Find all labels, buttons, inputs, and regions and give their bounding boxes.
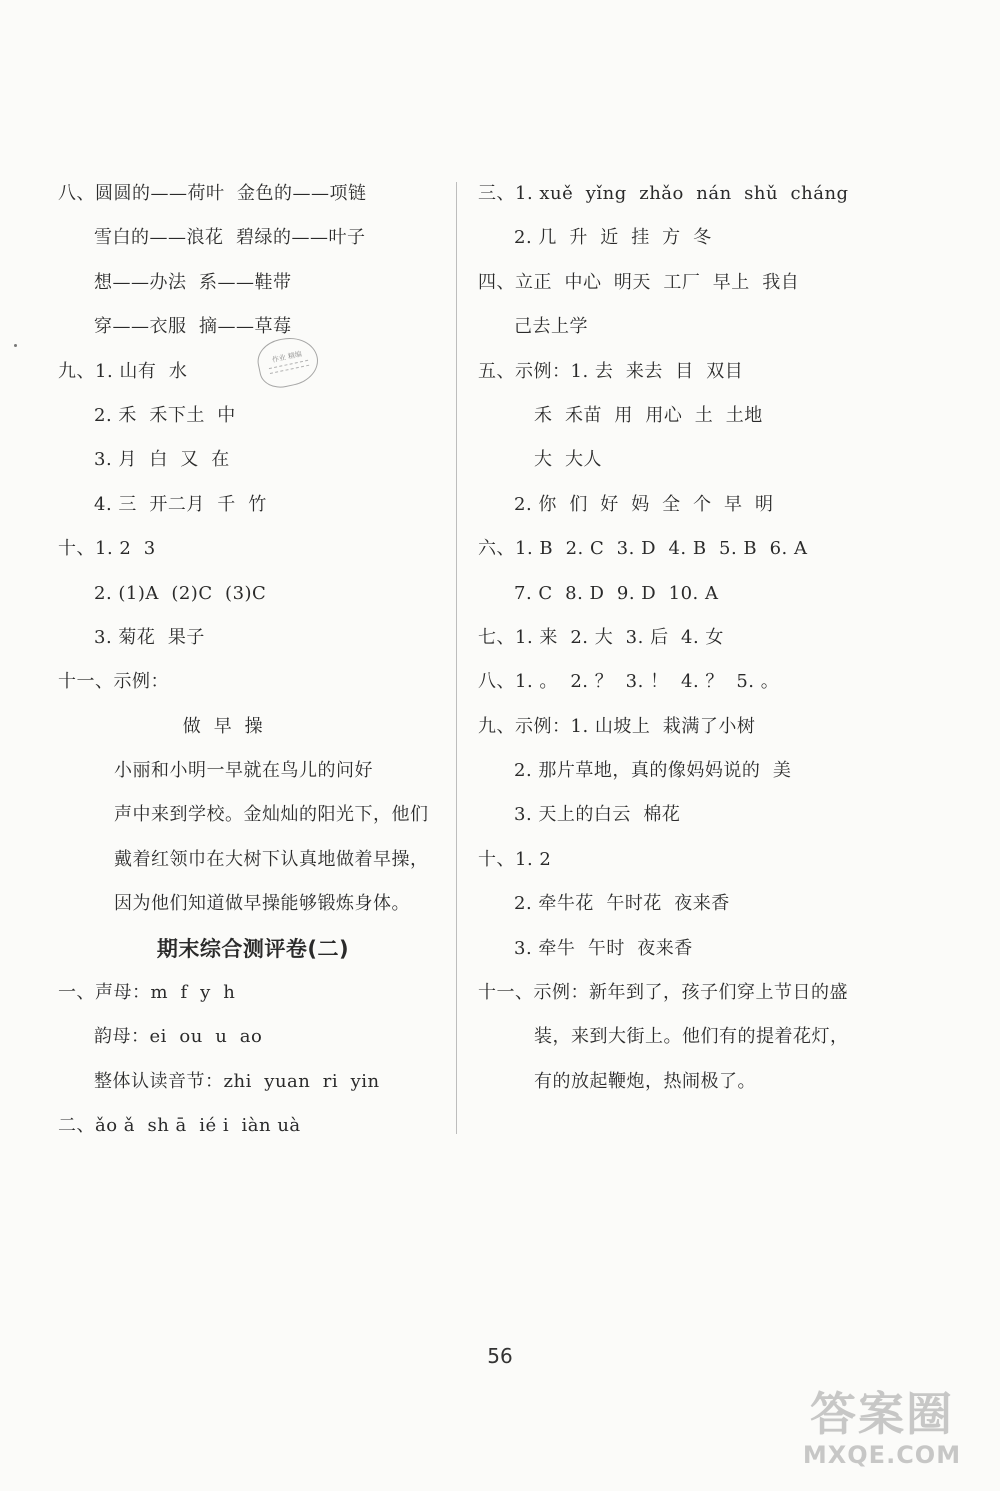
right-line-20: 装，来到大街上。他们有的提着花灯， [534, 1026, 849, 1048]
right-line-7: 大 大人 [534, 449, 602, 471]
right-line-10: 7. C 8. D 9. D 10. A [514, 582, 719, 604]
column-divider [456, 182, 457, 1134]
left-line-6: 2. 禾 禾下土 中 [94, 404, 236, 426]
right-line-18: 3. 牵牛 午时 夜来香 [514, 937, 693, 959]
left-line-18: 期末综合测评卷(二) [156, 936, 350, 961]
left-line-12: 十一、示例： [58, 671, 169, 693]
right-line-3: 四、立正 中心 明天 工厂 早上 我自 [478, 271, 800, 293]
left-line-16: 戴着红领巾在大树下认真地做着早操， [114, 848, 429, 870]
left-line-19: 一、声母：m f y h [58, 982, 236, 1004]
left-line-9: 十、1. 2 3 [58, 538, 156, 560]
right-line-12: 八、1. 。 2. ？ 3. ！ 4. ？ 5. 。 [478, 671, 780, 693]
right-line-15: 3. 天上的白云 棉花 [514, 804, 681, 826]
watermark-main-text: 答案圈 [810, 1387, 954, 1441]
right-line-14: 2. 那片草地，真的像妈妈说的 美 [514, 760, 792, 782]
page-number: 56 [487, 1344, 513, 1368]
stamp-text: 作业 精编 [271, 350, 303, 365]
left-line-10: 2. (1)A (2)C (3)C [94, 582, 267, 604]
right-line-19: 十一、示例：新年到了，孩子们穿上节日的盛 [478, 982, 848, 1004]
watermark-logo [782, 1387, 982, 1483]
right-answer-column [478, 172, 898, 1104]
left-line-1: 八、圆圆的——荷叶 金色的——项链 [58, 183, 367, 204]
left-line-7: 3. 月 白 又 在 [94, 449, 230, 471]
right-line-6: 禾 禾苗 用 用心 土 土地 [534, 404, 763, 426]
right-line-21: 有的放起鞭炮，热闹极了。 [534, 1070, 756, 1092]
right-line-5: 五、示例：1. 去 来去 目 双目 [478, 360, 744, 382]
left-line-22: 二、ǎo ǎ sh ā ié i iàn uà [58, 1115, 301, 1137]
right-line-11: 七、1. 来 2. 大 3. 后 4. 女 [478, 626, 724, 648]
right-line-8: 2. 你 们 好 妈 全 个 早 明 [514, 493, 774, 515]
left-line-14: 小丽和小明一早就在鸟儿的问好 [114, 760, 373, 782]
left-line-20: 韵母：ei ou u ao [94, 1026, 263, 1048]
left-answer-column [58, 172, 448, 1149]
right-line-9: 六、1. B 2. C 3. D 4. B 5. B 6. A [478, 538, 808, 560]
right-line-16: 十、1. 2 [478, 848, 552, 870]
left-line-21: 整体认读音节：zhi yuan ri yin [94, 1070, 380, 1092]
left-line-5: 九、1. 山有 水 [58, 360, 188, 382]
left-line-3: 想——办法 系——鞋带 [94, 271, 292, 293]
right-line-13: 九、示例：1. 山坡上 栽满了小树 [478, 715, 756, 737]
right-line-4: 己去上学 [514, 316, 588, 338]
watermark-site-text: MXQE.COM [802, 1441, 962, 1469]
left-line-17: 因为他们知道做早操能够锻炼身体。 [114, 893, 410, 915]
left-line-4: 穿——衣服 摘——草莓 [94, 316, 292, 338]
left-line-11: 3. 菊花 果子 [94, 626, 205, 648]
scan-speck [14, 344, 17, 347]
right-line-2: 2. 几 升 近 挂 方 冬 [514, 227, 712, 249]
right-line-17: 2. 牵牛花 午时花 夜来香 [514, 893, 730, 915]
left-line-15: 声中来到学校。金灿灿的阳光下，他们 [114, 804, 429, 826]
left-line-8: 4. 三 开二月 千 竹 [94, 493, 267, 515]
left-line-13: 做 早 操 [182, 715, 264, 737]
right-line-1: 三、1. xuě yǐng zhǎo nán shǔ cháng [478, 183, 849, 204]
left-line-2: 雪白的——浪花 碧绿的——叶子 [94, 227, 366, 249]
